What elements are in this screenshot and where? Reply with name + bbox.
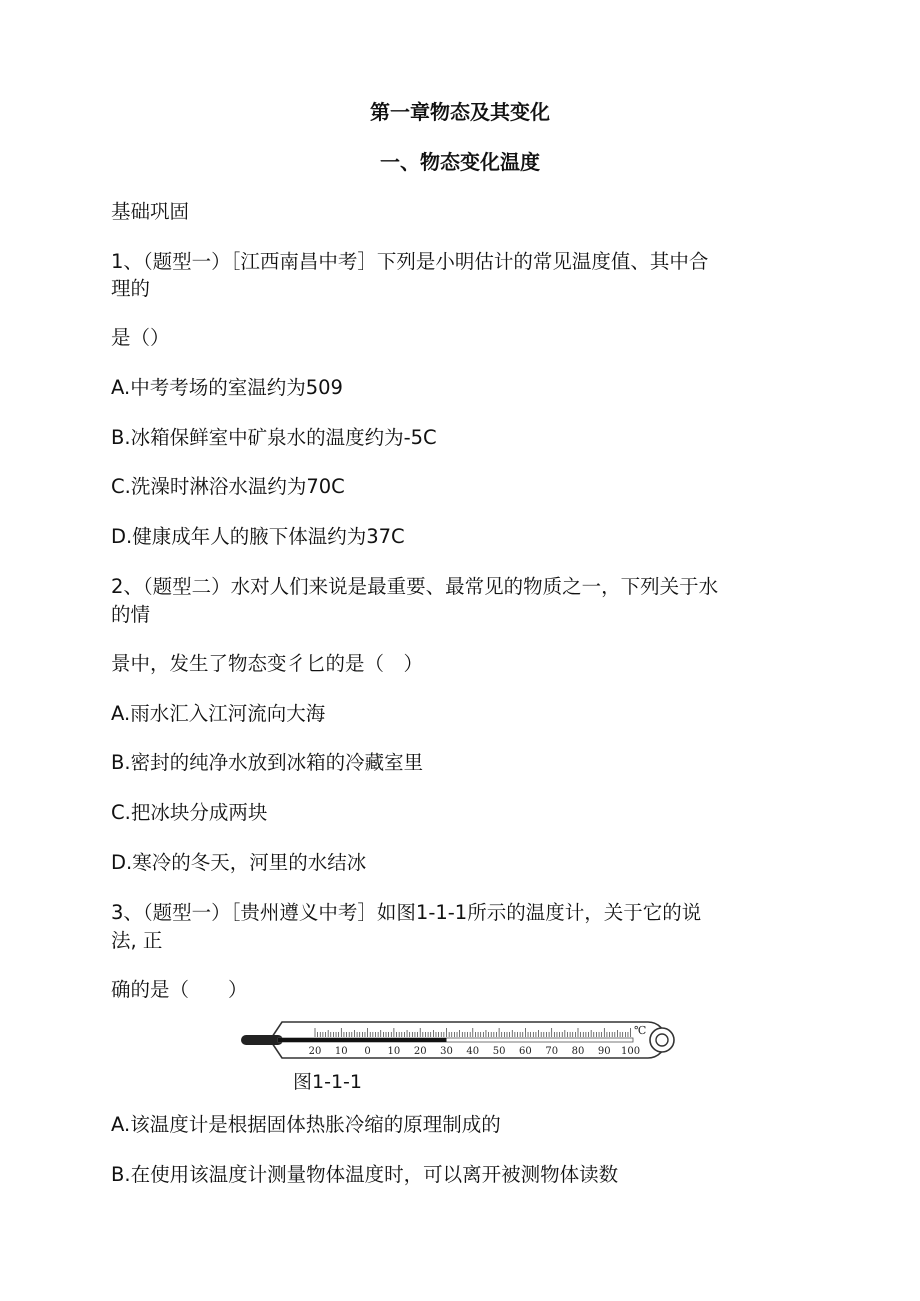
page-title: 第一章物态及其变化 (370, 100, 550, 124)
thermometer-scale-label: 90 (597, 1046, 611, 1057)
question-1-stem-line-2: 理的 (111, 277, 151, 300)
section-title: 一、物态变化温度 (380, 150, 540, 174)
question-3-stem-line-1: 3、（题型一）［贵州遵义中考］如图1-1-1所示的温度计，关于它的说 (111, 901, 702, 924)
figure-caption: 图1-1-1 (293, 1071, 362, 1093)
thermometer-scale-label: 10 (387, 1046, 401, 1057)
thermometer-scale-label: 40 (466, 1046, 480, 1057)
thermometer-liquid (278, 1038, 447, 1042)
question-3-stem-line-2: 法, 正 (111, 929, 163, 952)
thermometer-bulb (241, 1035, 283, 1045)
thermometer-scale-label: 10 (334, 1046, 348, 1057)
thermometer-scale-label: 50 (492, 1046, 506, 1057)
question-2-option-c: C.把冰块分成两块 (111, 801, 268, 824)
thermometer-scale-label: 70 (545, 1046, 559, 1057)
heading: 基础巩固 (111, 200, 190, 223)
question-2-option-d: D.寒冷的冬天，河里的水结冰 (111, 851, 367, 874)
question-2-stem-line-3: 景中，发生了物态变彳匕的是（ ） (111, 652, 424, 675)
thermometer-scale-label: 30 (440, 1046, 453, 1057)
question-1-option-c: C.洗澡时淋浴水温约为70C (111, 475, 345, 498)
question-3-stem-line-3: 确的是（ ） (111, 978, 248, 1001)
question-2-option-a: A.雨水汇入江河流向大海 (111, 702, 326, 725)
thermometer-figure (238, 1018, 680, 1062)
thermometer-scale-label: 20 (308, 1046, 322, 1057)
question-3-option-a: A.该温度计是根据固体热胀冷缩的原理制成的 (111, 1113, 501, 1136)
thermometer-scale-label: 20 (413, 1046, 427, 1057)
question-2-stem-line-2: 的情 (111, 603, 151, 626)
question-1-stem-line-1: 1、（题型一）［江西南昌中考］下列是小明估计的常见温度值、其中合 (111, 250, 709, 273)
question-1-option-d: D.健康成年人的腋下体温约为37C (111, 525, 405, 548)
thermometer-scale-label: 60 (519, 1046, 532, 1057)
thermometer-unit: ℃ (634, 1024, 647, 1037)
question-3-option-b: B.在使用该温度计测量物体温度时，可以离开被测物体读数 (111, 1163, 619, 1186)
question-1-stem-line-3: 是（） (111, 326, 170, 349)
question-1-option-b: B.冰箱保鲜室中矿泉水的温度约为-5C (111, 426, 437, 449)
thermometer-scale-label: 0 (364, 1046, 371, 1057)
thermometer-scale-label: 80 (571, 1046, 585, 1057)
thermometer-end-hole (656, 1034, 668, 1046)
question-2-stem-line-1: 2、（题型二）水对人们来说是最重要、最常见的物质之一，下列关于水 (111, 575, 719, 598)
question-1-option-a: A.中考考场的室温约为509 (111, 376, 343, 399)
thermometer-scale-label: 100 (621, 1046, 641, 1057)
question-2-option-b: B.密封的纯净水放到冰箱的冷藏室里 (111, 751, 424, 774)
